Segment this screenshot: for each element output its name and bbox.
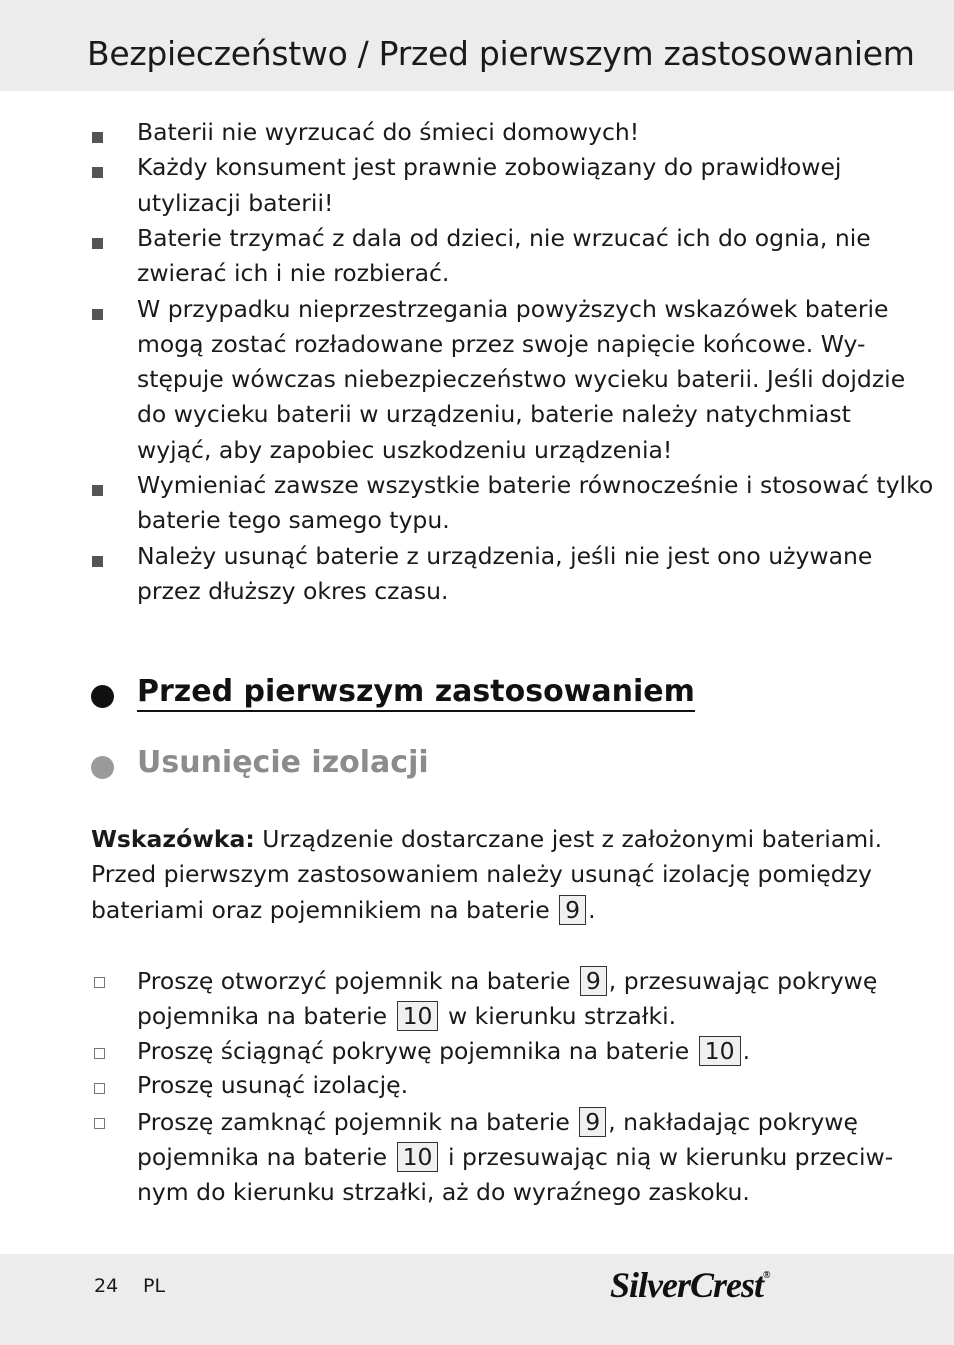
brand-name: SilverCrest (610, 1265, 764, 1305)
bullet-square-icon (92, 556, 103, 567)
section-dot-icon (91, 685, 114, 708)
step-text: Proszę zamknąć pojemnik na baterie (137, 1108, 570, 1136)
step-checkbox-icon (94, 1083, 105, 1094)
bullet-square-icon (92, 309, 103, 320)
bullet-text: Każdy konsument jest prawnie zobowiązany do prawidłowej (137, 153, 842, 182)
step-line (137, 1001, 676, 1031)
step-text: w kierunku strzałki. (447, 1002, 677, 1030)
part-reference: 9 (559, 895, 586, 925)
bullet-text: stępuje wówczas niebezpieczeństwo wycieku baterii. Jeśli dojdzie (137, 365, 906, 394)
step-text: Proszę ściągnąć pokrywę pojemnika na baterie (137, 1037, 690, 1065)
note-line-3 (91, 895, 596, 925)
language-code: PL (143, 1275, 166, 1297)
bullet-text: przez dłuższy okres czasu. (137, 576, 449, 605)
note-text: bateriami oraz pojemnikiem na baterie (91, 896, 550, 924)
step-text: , nakładając pokrywę (608, 1108, 858, 1136)
bullet-text: zwierać ich i nie rozbierać. (137, 259, 450, 288)
step-line (137, 1107, 858, 1137)
bullet-square-icon (92, 238, 103, 249)
part-reference: 9 (580, 966, 607, 996)
bullet-square-icon (92, 485, 103, 496)
bullet-text: W przypadku nieprzestrzegania powyższych wskazówek baterie (137, 294, 889, 323)
bullet-square-icon (92, 167, 103, 178)
step-text: . (742, 1037, 751, 1065)
bullet-text: Baterie trzymać z dala od dzieci, nie wrzucać ich do ognia, nie (137, 223, 871, 252)
bullet-text: wyjąć, aby zapobiec uszkodzeniu urządzenia! (137, 435, 673, 464)
part-reference: 10 (699, 1036, 741, 1066)
brand-logo (610, 1264, 770, 1306)
step-checkbox-icon (94, 1048, 105, 1059)
bullet-text: Wymieniać zawsze wszystkie baterie równocześnie i stosować tylko (137, 471, 934, 499)
part-reference: 9 (579, 1107, 606, 1137)
subsection-heading: Usunięcie izolacji (137, 745, 429, 780)
bullet-square-icon (92, 132, 103, 143)
step-text: Proszę otworzyć pojemnik na baterie (137, 967, 571, 995)
subsection-dot-icon (91, 756, 114, 779)
page-title: Bezpieczeństwo / Przed pierwszym zastosowaniem (87, 34, 915, 73)
registered-mark: ® (763, 1270, 770, 1281)
step-text: , przesuwając pokrywę (608, 967, 878, 995)
step-text: i przesuwając nią w kierunku przeciw- (447, 1143, 894, 1171)
step-line: nym do kierunku strzałki, aż do wyraźnego zaskoku. (137, 1178, 750, 1206)
bullet-text: mogą zostać rozładowane przez swoje napięcie końcowe. Wy- (137, 329, 866, 358)
note-text: . (588, 896, 596, 924)
step-line (137, 1036, 750, 1066)
step-line (137, 1142, 893, 1172)
bullet-text: do wycieku baterii w urządzeniu, baterie należy natychmiast (137, 400, 851, 429)
note-label: Wskazówka: (91, 825, 255, 853)
part-reference: 10 (397, 1142, 439, 1172)
part-reference: 10 (397, 1001, 439, 1031)
step-checkbox-icon (94, 1118, 105, 1129)
step-line: Proszę usunąć izolację. (137, 1071, 409, 1099)
step-text: pojemnika na baterie (137, 1143, 388, 1171)
footer-band (0, 1254, 954, 1345)
step-text: pojemnika na baterie (137, 1002, 388, 1030)
step-checkbox-icon (94, 977, 105, 988)
step-line (137, 966, 877, 996)
bullet-text: Baterii nie wyrzucać do śmieci domowych! (137, 118, 640, 146)
bullet-text: baterie tego samego typu. (137, 506, 450, 535)
note-line-2: Przed pierwszym zastosowaniem należy usunąć izolację pomiędzy (91, 860, 872, 888)
note-text: Urządzenie dostarczane jest z założonymi bateriami. (262, 825, 883, 853)
section-heading: Przed pierwszym zastosowaniem (137, 674, 695, 712)
note-line-1 (91, 825, 882, 853)
bullet-text: Należy usunąć baterie z urządzenia, jeśli nie jest ono używane (137, 541, 873, 570)
bullet-text: utylizacji baterii! (137, 188, 334, 217)
page-number: 24 (94, 1275, 119, 1297)
